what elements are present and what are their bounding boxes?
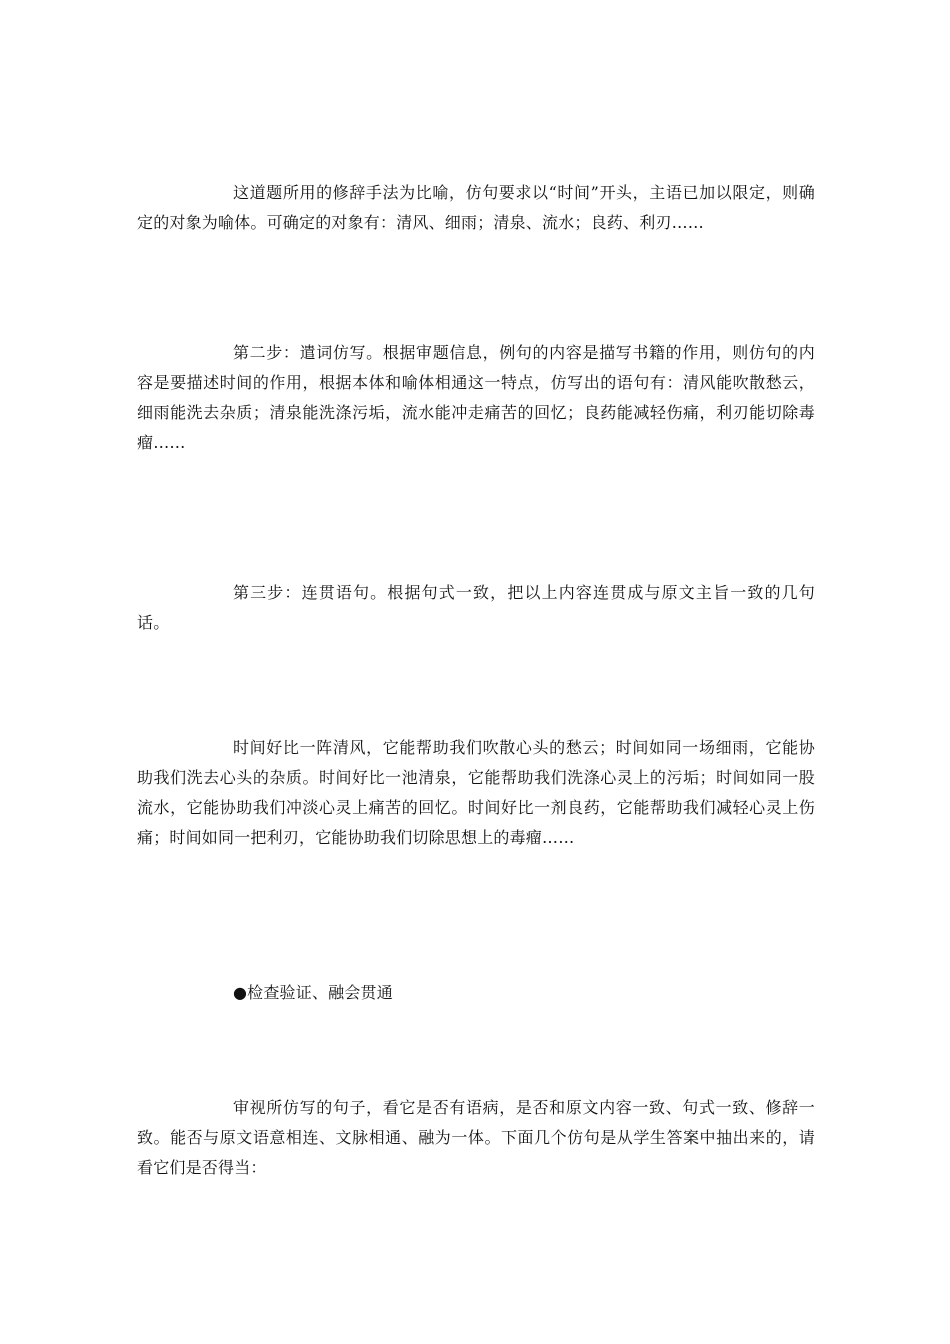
section-heading-check-verify: ●检查验证、融会贯通 <box>233 983 393 1002</box>
paragraph-step-three: 第三步：连贯语句。根据句式一致，把以上内容连贯成与原文主旨一致的几句话。 <box>137 583 815 632</box>
paragraph-sample-answer: 时间好比一阵清风，它能帮助我们吹散心头的愁云；时间如同一场细雨，它能协助我们洗去心头的杂质。时间好比一池清泉，它能帮助我们洗涤心灵上的污垢；时间如同一股流水，它能协助我们冲淡心灵上痛苦的回忆。时间好比一剂良药，它能帮助我们减轻心灵上伤痛；时间如同一把利刃，它能协助我们切除思想上的毒瘤…… <box>137 738 815 847</box>
paragraph-metaphor-analysis: 这道题所用的修辞手法为比喻，仿句要求以“时间”开头，主语已加以限定，则确定的对象为喻体。可确定的对象有：清风、细雨；清泉、流水；良药、利刃…… <box>137 183 815 232</box>
paragraph-review-instructions: 审视所仿写的句子，看它是否有语病，是否和原文内容一致、句式一致、修辞一致。能否与原文语意相连、文脉相通、融为一体。下面几个仿句是从学生答案中抽出来的，请看它们是否得当： <box>137 1098 815 1177</box>
paragraph-step-two: 第二步：遣词仿写。根据审题信息，例句的内容是描写书籍的作用，则仿句的内容是要描述时间的作用，根据本体和喻体相通这一特点，仿写出的语句有：清风能吹散愁云，细雨能洗去杂质；清泉能洗涤污垢，流水能冲走痛苦的回忆；良药能减轻伤痛，利刃能切除毒瘤…… <box>137 343 815 452</box>
